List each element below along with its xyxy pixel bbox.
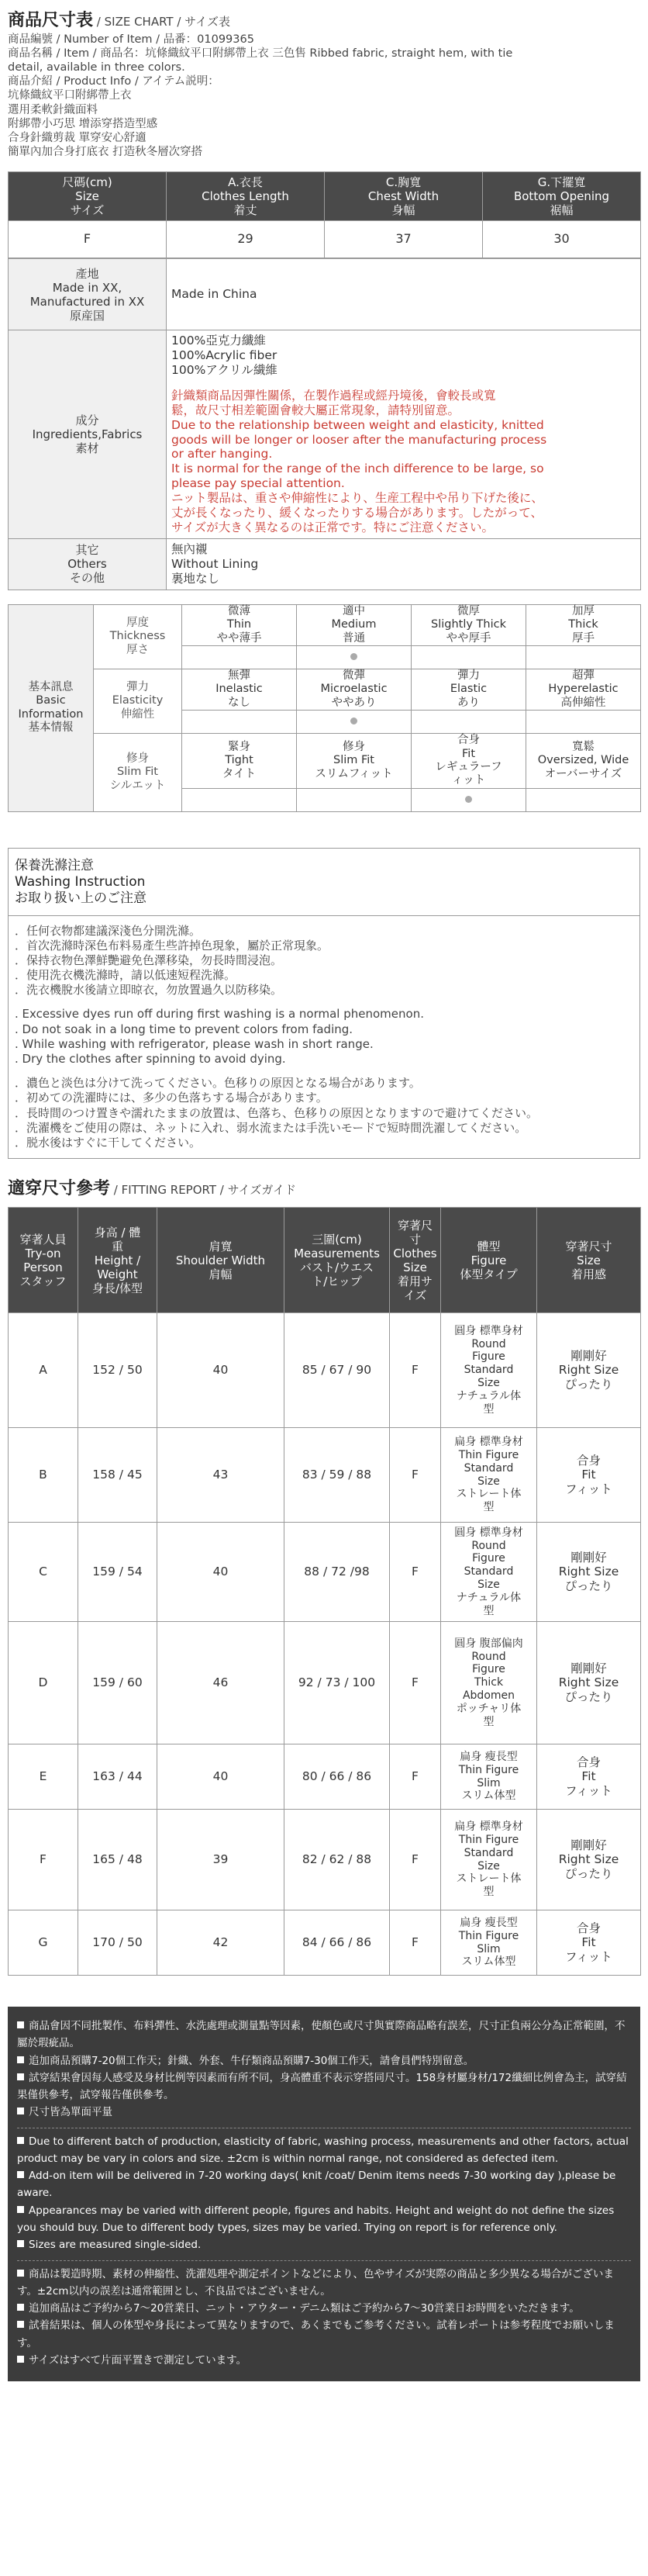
figure-cell: 圓身 標準身材 Round Figure Standard Size ナチュラル体 型 <box>441 1523 537 1622</box>
mark-cell <box>526 711 641 734</box>
clothes-size-cell: F <box>390 1810 441 1910</box>
mark-cell <box>412 711 526 734</box>
washing-title: 保養洗滌注意 Washing Instruction お取り扱い上のご注意 <box>9 849 639 916</box>
measurements-cell: 84 / 66 / 86 <box>284 1910 390 1976</box>
clothes-size-cell: F <box>390 1523 441 1622</box>
fitting-row <box>9 1810 641 1910</box>
option-elastic: 彈力 Elastic あり <box>412 669 526 711</box>
bullet-square-icon <box>17 2270 24 2277</box>
notes-zh: 商品會因不同批製作、布料彈性、水洗處理或測量點等因素，使顏色或尺寸與實際商品略有誤差，尺寸正負兩公分為正常範圍，不屬於瑕疵品。 追加商品預購7-20個工作天；針織、外套、牛仔類商品預購7-30個工作天，請會員們特別留意。 試穿結果會因每人感受及身材比例等因素而有所不同，身高體重不表示穿搭同尺寸。158身材屬身材/172纖細比例會為主，試穿結果僅供參考，試穿報告僅供參考。 尺寸皆為單面平量 <box>17 2013 631 2128</box>
height-weight-cell: 159 / 60 <box>78 1622 157 1744</box>
bullet-square-icon <box>17 2073 24 2080</box>
shoulder-cell: 40 <box>157 1744 284 1810</box>
bullet-square-icon <box>17 2206 24 2213</box>
measurements-cell: 83 / 59 / 88 <box>284 1428 390 1523</box>
clothes-size-cell: F <box>390 1744 441 1810</box>
thickness-label: 厚度 Thickness 厚さ <box>94 604 182 669</box>
fit-result-cell: 合身 Fit フィット <box>537 1744 641 1810</box>
shoulder-cell: 40 <box>157 1313 284 1428</box>
info-line: 簡單內加合身打底衣 打造秋冬層次穿搭 <box>8 145 203 158</box>
option-tight: 緊身 Tight タイト <box>182 734 297 789</box>
header-fit: 穿著尺寸 Size 着用感 <box>537 1208 641 1313</box>
header-figure: 體型 Figure 体型タイプ <box>441 1208 537 1313</box>
header-measurements: 三圍(cm) Measurements バスト/ウエス ト/ヒップ <box>284 1208 390 1313</box>
option-oversized: 寬鬆 Oversized, Wide オーバーサイズ <box>526 734 641 789</box>
option-medium: 適中 Medium 普通 <box>297 604 412 645</box>
mark-cell <box>412 788 526 811</box>
mark-cell <box>412 646 526 669</box>
figure-cell: 扁身 標準身材 Thin Figure Standard Size ストレート体 型 <box>441 1810 537 1910</box>
bottom-opening-header: G.下擺寬 Bottom Opening 裾幅 <box>483 172 641 221</box>
header-height-weight: 身高 / 體 重 Height / Weight 身長/体型 <box>78 1208 157 1313</box>
option-slim-fit: 修身 Slim Fit スリムフィット <box>297 734 412 789</box>
height-weight-cell: 159 / 54 <box>78 1523 157 1622</box>
elasticity-label: 彈力 Elasticity 伸縮性 <box>94 669 182 734</box>
person-cell: E <box>9 1744 78 1810</box>
measurements-cell: 82 / 62 / 88 <box>284 1810 390 1910</box>
fit-result-cell: 剛剛好 Right Size ぴったり <box>537 1523 641 1622</box>
mark-cell <box>297 711 412 734</box>
fitting-row <box>9 1523 641 1622</box>
fitting-heading <box>0 1179 648 1207</box>
header-shoulder: 肩寬 Shoulder Width 肩幅 <box>157 1208 284 1313</box>
bullet-square-icon <box>17 2021 24 2028</box>
mark-cell <box>182 646 297 669</box>
clothes-size-cell: F <box>390 1622 441 1744</box>
shoulder-cell: 40 <box>157 1523 284 1622</box>
bullet-square-icon <box>17 2356 24 2363</box>
bullet-square-icon <box>17 2240 24 2247</box>
info-line: 選用柔軟針織面料 <box>8 103 98 116</box>
height-weight-cell: 163 / 44 <box>78 1744 157 1810</box>
fit-result-cell: 剛剛好 Right Size ぴったり <box>537 1313 641 1428</box>
size-cell: F <box>9 221 167 258</box>
fitting-title: 適穿尺寸參考 <box>8 1179 111 1199</box>
others-label: 其它 Others その他 <box>9 538 167 590</box>
figure-cell: 圓身 腹部偏肉 Round Figure Thick Abdomen ポッチャリ体 型 <box>441 1622 537 1744</box>
header-person: 穿著人員 Try-on Person スタッフ <box>9 1208 78 1313</box>
fit-result-cell: 合身 Fit フィット <box>537 1910 641 1976</box>
person-cell: D <box>9 1622 78 1744</box>
measurements-cell: 80 / 66 / 86 <box>284 1744 390 1810</box>
fitting-row <box>9 1428 641 1523</box>
option-thin: 微薄 Thin やや薄手 <box>182 604 297 645</box>
clothes-size-cell: F <box>390 1428 441 1523</box>
mark-cell <box>182 711 297 734</box>
origin-label: 產地 Made in XX, Manufactured in XX 原産国 <box>9 259 167 330</box>
person-cell: C <box>9 1523 78 1622</box>
clothes-size-cell: F <box>390 1910 441 1976</box>
shoulder-cell: 39 <box>157 1810 284 1910</box>
product-detail-table <box>8 258 641 590</box>
height-weight-cell: 165 / 48 <box>78 1810 157 1910</box>
info-line: detail, available in three colors. <box>8 61 185 74</box>
chest-cell: 37 <box>325 221 483 258</box>
height-weight-cell: 152 / 50 <box>78 1313 157 1428</box>
option-hyperelastic: 超彈 Hyperelastic 高伸縮性 <box>526 669 641 711</box>
height-weight-cell: 170 / 50 <box>78 1910 157 1976</box>
washing-body: ．任何衣物都建議深淺色分開洗滌。 ．首次洗滌時深色布料易產生些許掉色現象，屬於正常現象。 ．保持衣物色澤鮮艷避免色澤移染，勿長時間浸泡。 ．使用洗衣機洗滌時，請以低速短程洗滌。 ．洗衣機脫水後請立即晾衣，勿放置過久以防移染。 . Excessive dyes run off during first washing is a normal phenomenon. . Do not soak in a long time to prevent colors from fading. . While washing with refrigerator, please wash in short range. . Dry the clothes after spinning to avoid dying. ．濃色と淡色は分けて洗ってください。色移りの原因となる場合があります。 ．初めての洗濯時には、多少の色落ちする場合があります。 ．長時間のつけ置きや濡れたままの放置は、色落ち、色移りの原因となりますので避けてください。 ．洗濯機をご使用の際は、ネットに入れ、弱水流または手洗いモードで短時間洗濯してください。 ．脱水後はすぐに干してください。 <box>15 923 539 1150</box>
figure-cell: 扁身 瘦長型 Thin Figure Slim スリム体型 <box>441 1744 537 1810</box>
info-line: 商品介紹 / Product Info / アイテム説明： <box>8 75 219 88</box>
mark-cell <box>297 788 412 811</box>
measurements-cell: 85 / 67 / 90 <box>284 1313 390 1428</box>
length-cell: 29 <box>167 221 325 258</box>
option-slightly-thick: 微厚 Slightly Thick やや厚手 <box>412 604 526 645</box>
figure-cell: 扁身 瘦長型 Thin Figure Slim スリム体型 <box>441 1910 537 1976</box>
bullet-square-icon <box>17 2137 24 2144</box>
product-info <box>0 31 648 159</box>
fitting-subtitle: / FITTING REPORT / サイズガイド <box>113 1183 296 1198</box>
info-line: 合身針織剪裁 單穿安心舒適 <box>8 131 146 144</box>
notes-ja: 商品は製造時期、素材の伸縮性、洗濯処理や測定ポイントなどにより、色やサイズが実際の商品と多少異なる場合がございます。±2cm以内の誤差は通常範囲とし、不良品ではございません。 追加商品はご予約から7～20営業日、ニット・アウター・デニム類はご予約から7～30営業日お時間をいただきます。 試着結果は、個人の体型や身長によって異なりますので、あくまでもご参考ください。試着レポートは参考程度でお願いします。 サイズはすべて片面平置きで測定しています。 <box>17 2267 615 2367</box>
fit-result-cell: 合身 Fit フィット <box>537 1428 641 1523</box>
measurements-cell: 88 / 72 /98 <box>284 1523 390 1622</box>
option-microelastic: 微彈 Microelastic ややあり <box>297 669 412 711</box>
fit-result-cell: 剛剛好 Right Size ぴったり <box>537 1810 641 1910</box>
measurements-cell: 92 / 73 / 100 <box>284 1622 390 1744</box>
size-table <box>8 171 641 258</box>
material-label: 成分 Ingredients,Fabrics 素材 <box>9 330 167 539</box>
size-header: 尺碼(cm) Size サイズ <box>9 172 167 221</box>
fitting-row <box>9 1744 641 1810</box>
person-cell: B <box>9 1428 78 1523</box>
height-weight-cell: 158 / 45 <box>78 1428 157 1523</box>
clothes-size-cell: F <box>390 1313 441 1428</box>
selected-dot-icon <box>350 717 357 724</box>
option-fit: 合身 Fit レギュラーフ ィット <box>412 734 526 789</box>
others-value: 無內襯 Without Lining 裏地なし <box>167 538 641 590</box>
figure-cell: 圓身 標準身材 Round Figure Standard Size ナチュラル体 型 <box>441 1313 537 1428</box>
info-line: 商品名稱 / Item / 商品名：坑條織紋平口附綁帶上衣 三色售 Ribbed fabric, straight hem, with tie <box>8 47 513 61</box>
person-cell: A <box>9 1313 78 1428</box>
bullet-square-icon <box>17 2171 24 2178</box>
knit-note: 針織類商品因彈性關係，在製作過程或經丹境後，會較長或寬 鬆，故尺寸相差範圍會較大屬正常現象，請特別留意。 Due to the relationship between weight and elasticity, knitted goods will be longer or looser after the manufacturing process or after hanging. It is normal for the range of the inch difference to be large, so please pay special attention. ニット製品は、重さや伸縮性により、生産工程中や吊り下げた後に、 丈が長くなったり、緩くなったりする場合があります。したがって、 サイズが大きく異なるのは正常です。特にご注意ください。 <box>171 388 547 534</box>
fit-result-cell: 剛剛好 Right Size ぴったり <box>537 1622 641 1744</box>
chest-width-header: C.胸寬 Chest Width 身幅 <box>325 172 483 221</box>
option-thick: 加厚 Thick 厚手 <box>526 604 641 645</box>
size-chart-heading <box>0 0 648 31</box>
shoulder-cell: 46 <box>157 1622 284 1744</box>
table-row <box>9 221 641 258</box>
bottom-cell: 30 <box>483 221 641 258</box>
selected-dot-icon <box>465 796 472 803</box>
info-line: 商品編號 / Number of Item / 品番：01099365 <box>8 33 254 46</box>
basic-info-label: 基本訊息 Basic Information 基本情報 <box>9 604 94 811</box>
clothes-length-header: A.衣長 Clothes Length 着丈 <box>167 172 325 221</box>
origin-value: Made in China <box>167 259 641 330</box>
fitting-row <box>9 1622 641 1744</box>
shoulder-cell: 42 <box>157 1910 284 1976</box>
mark-cell <box>297 646 412 669</box>
info-line: 附綁帶小巧思 增添穿搭造型感 <box>8 117 158 130</box>
person-cell: G <box>9 1910 78 1976</box>
shoulder-cell: 43 <box>157 1428 284 1523</box>
fit-label: 修身 Slim Fit シルエット <box>94 734 182 812</box>
mark-cell <box>182 788 297 811</box>
fitting-row <box>9 1313 641 1428</box>
figure-cell: 扁身 標準身材 Thin Figure Standard Size ストレート体 型 <box>441 1428 537 1523</box>
size-chart-title: 商品尺寸表 <box>8 11 94 30</box>
mark-cell <box>526 646 641 669</box>
material-value: 100%亞克力纖維 100%Acrylic fiber 100%アクリル繊維 針織類商品因彈性關係，在製作過程或經丹境後，會較長或寬 鬆，故尺寸相差範圍會較大屬正常現象，請特別留意。 Due to the relationship between weight and elasticity, knitted goods will be longer or looser after the manufacturing process or after hanging. It is normal for the range of the inch difference to be large, so please pay special attention. ニット製品は、重さや伸縮性により、生産工程中や吊り下げた後に、 丈が長くなったり、緩くなったりする場合があります。したがって、 サイズが大きく異なるのは正常です。特にご注意ください。 <box>167 330 641 539</box>
notes-en: Due to different batch of production, elasticity of fabric, washing process, measurements and other factors, actual product may be vary in colors and size. ±2cm is within normal range, not considered as defected item. Add-on item will be delivered in 7-20 working days( knit /coat/ Denim items needs 7-30 working day ),please be aware. Appearances may be varied with different people, figures and habits. Height and weight do not define the sizes you should buy. Due to different body types, sizes may be varied. Trying on report is for reference only. Sizes are measured single-sided. <box>17 2128 631 2261</box>
option-inelastic: 無彈 Inelastic なし <box>182 669 297 711</box>
washing-instruction <box>8 848 640 1159</box>
fitting-table <box>8 1207 641 1976</box>
basic-info-table <box>8 604 641 812</box>
mark-cell <box>526 788 641 811</box>
bullet-square-icon <box>17 2056 24 2063</box>
notes-panel <box>8 2007 640 2381</box>
bullet-square-icon <box>17 2107 24 2114</box>
header-clothes-size: 穿著尺 寸 Clothes Size 着用サ イズ <box>390 1208 441 1313</box>
size-chart-subtitle: / SIZE CHART / サイズ表 <box>96 15 230 29</box>
person-cell: F <box>9 1810 78 1910</box>
selected-dot-icon <box>350 653 357 660</box>
info-line: 坑條織紋平口附綁帶上衣 <box>8 89 132 102</box>
bullet-square-icon <box>17 2304 24 2311</box>
bullet-square-icon <box>17 2321 24 2328</box>
fitting-row <box>9 1910 641 1976</box>
